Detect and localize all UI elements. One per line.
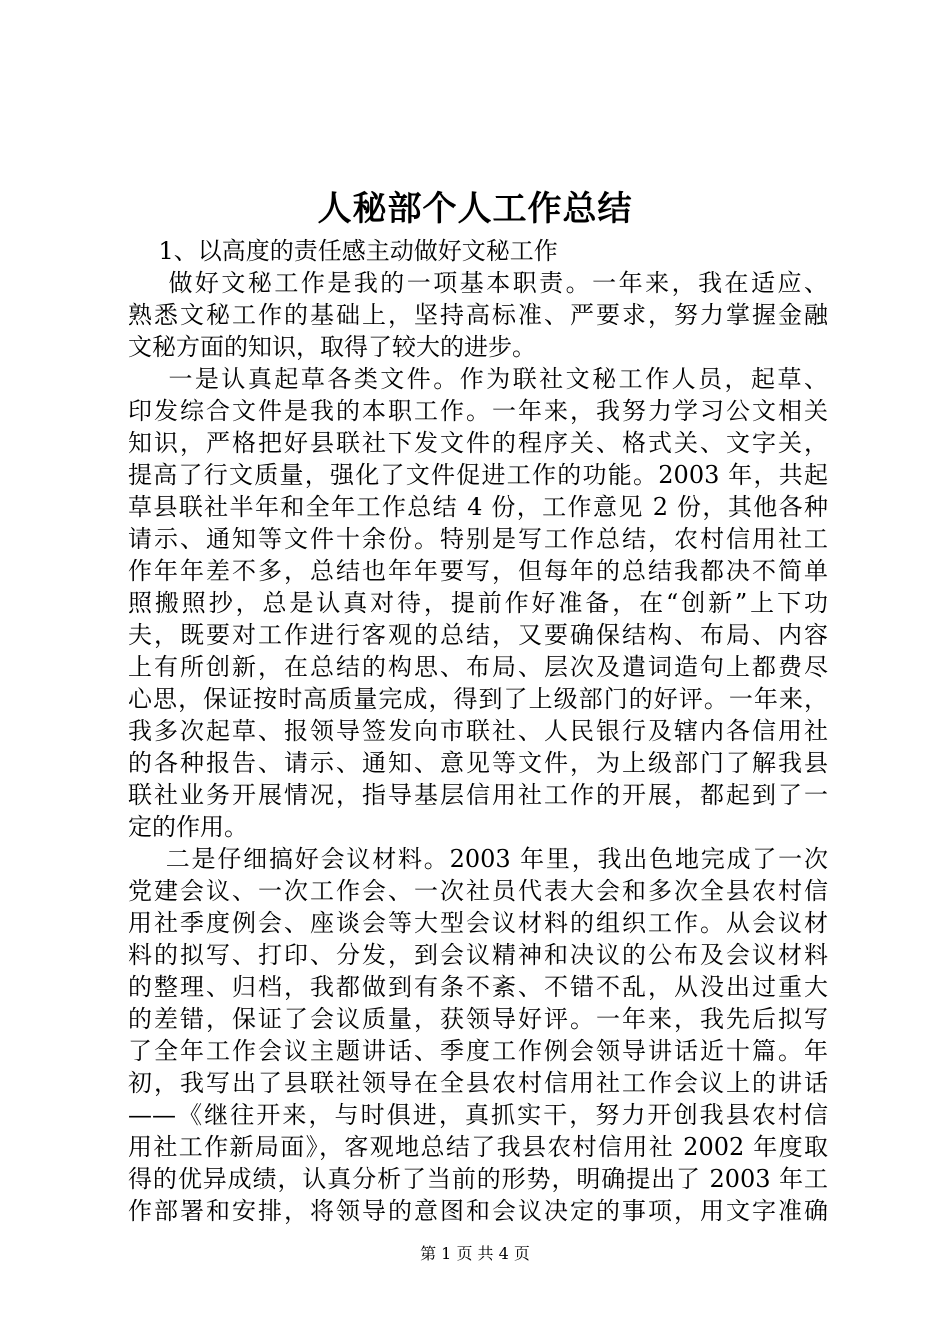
paragraph-line: 上有所创新，在总结的构思、布局、层次及遣词造句上都费尽 — [128, 653, 828, 681]
paragraph-line: 文秘方面的知识，取得了较大的进步。 — [128, 333, 536, 361]
page-footer: 第 1 页 共 4 页 — [420, 1244, 530, 1263]
paragraph-line: 得的优异成绩，认真分析了当前的形势，明确提出了 2003 年工 — [128, 1165, 828, 1193]
paragraph-line: 作部署和安排，将领导的意图和会议决定的事项，用文字准确 — [128, 1197, 828, 1225]
paragraph-line: 夫，既要对工作进行客观的总结，又要确保结构、布局、内容 — [128, 621, 828, 649]
page-title: 人秘部个人工作总结 — [317, 189, 633, 229]
paragraph-line: 熟悉文秘工作的基础上，坚持高标准、严要求，努力掌握金融 — [128, 301, 828, 329]
paragraph-line: 的各种报告、请示、通知、意见等文件，为上级部门了解我县 — [128, 749, 828, 777]
paragraph-line: 初，我写出了县联社领导在全县农村信用社工作会议上的讲话 — [128, 1069, 828, 1097]
paragraph-line: 草县联社半年和全年工作总结 4 份，工作意见 2 份，其他各种 — [128, 493, 828, 521]
body-text — [128, 235, 828, 1227]
paragraph-line: 1、以高度的责任感主动做好文秘工作 — [128, 237, 558, 265]
paragraph-line: 的差错，保证了会议质量，获领导好评。一年来，我先后拟写 — [128, 1005, 828, 1033]
paragraph-line: ——《继往开来，与时俱进，真抓实干，努力开创我县农村信 — [128, 1101, 828, 1129]
paragraph-line: 心思，保证按时高质量完成，得到了上级部门的好评。一年来， — [128, 685, 828, 713]
paragraph-line: 做好文秘工作是我的一项基本职责。一年来，我在适应、 — [128, 269, 828, 297]
paragraph-line: 印发综合文件是我的本职工作。一年来，我努力学习公文相关 — [128, 397, 828, 425]
paragraph-line: 一是认真起草各类文件。作为联社文秘工作人员，起草、 — [128, 365, 828, 393]
paragraph-line: 照搬照抄，总是认真对待，提前作好准备，在“创新”上下功 — [128, 589, 828, 617]
paragraph-line: 联社业务开展情况，指导基层信用社工作的开展，都起到了一 — [128, 781, 828, 809]
paragraph-line: 提高了行文质量，强化了文件促进工作的功能。2003 年，共起 — [128, 461, 828, 489]
paragraph-line: 我多次起草、报领导签发向市联社、人民银行及辖内各信用社 — [128, 717, 828, 745]
paragraph-line: 知识，严格把好县联社下发文件的程序关、格式关、文字关， — [128, 429, 828, 457]
paragraph-line: 作年年差不多，总结也年年要写，但每年的总结我都决不简单 — [128, 557, 828, 585]
paragraph-line: 党建会议、一次工作会、一次社员代表大会和多次全县农村信 — [128, 877, 828, 905]
paragraph-line: 二是仔细搞好会议材料。2003 年里，我出色地完成了一次 — [128, 845, 828, 873]
paragraph-line: 料的拟写、打印、分发，到会议精神和决议的公布及会议材料 — [128, 941, 828, 969]
paragraph-line: 请示、通知等文件十余份。特别是写工作总结，农村信用社工 — [128, 525, 828, 553]
paragraph-line: 的整理、归档，我都做到有条不紊、不错不乱，从没出过重大 — [128, 973, 828, 1001]
paragraph-line: 用社工作新局面》，客观地总结了我县农村信用社 2002 年度取 — [128, 1133, 828, 1161]
paragraph-line: 了全年工作会议主题讲话、季度工作例会领导讲话近十篇。年 — [128, 1037, 828, 1065]
paragraph-line: 定的作用。 — [128, 813, 248, 841]
paragraph-line: 用社季度例会、座谈会等大型会议材料的组织工作。从会议材 — [128, 909, 828, 937]
